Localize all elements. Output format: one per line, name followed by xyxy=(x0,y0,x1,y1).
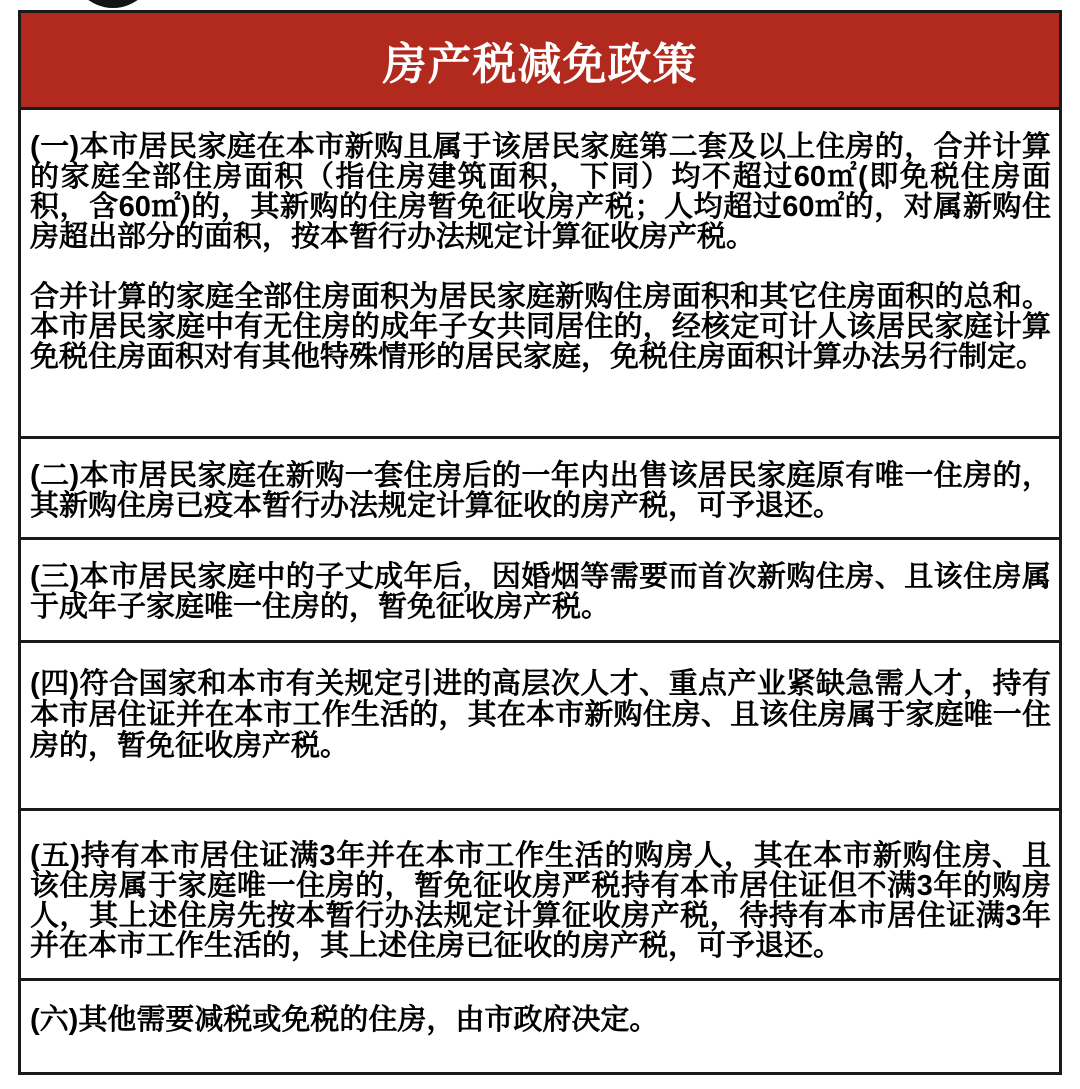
policy-section-6 xyxy=(21,981,1059,1072)
policy-paragraph: (二)本市居民家庭在新购一套住房后的一年内出售该居民家庭原有唯一住房的，其新购住房已疫本暂行办法规定计算征收的房产税，可予退还。 xyxy=(30,460,1051,522)
page-title: 房产税减免政策 xyxy=(382,40,698,89)
policy-paragraph: (五)持有本市居住证满3年并在本市工作生活的购房人，其在本市新购住房、且该住房属于家庭唯一住房的，暂免征收房严税持有本市居住证但不满3年的购房人，其上述住房先按本暂行办法规定计算征收房产税，待持有本市居住证满3年并在本市工作生活的，其上述住房已征收的房产税，可予退还。 xyxy=(30,840,1051,962)
policy-section-1 xyxy=(21,110,1059,439)
table-header xyxy=(21,13,1059,110)
policy-section-4 xyxy=(21,643,1059,811)
policy-paragraph: (四)符合国家和本市有关规定引进的高层次人才、重点产业紧缺急需人才，持有本市居住证并在本市工作生活的，其在本市新购住房、且该住房属于家庭唯一住房的，暂免征收房产税。 xyxy=(30,668,1051,762)
policy-table xyxy=(18,10,1062,1075)
policy-section-2 xyxy=(21,439,1059,540)
policy-paragraph: (一)本市居民家庭在本市新购且属于该居民家庭第二套及以上住房的，合并计算的家庭全部住房面积（指住房建筑面积，下同）均不超过60㎡(即免税住房面积，含60㎡)的，其新购的住房暂免征收房产税；人均超过60㎡的，对属新购住房超出部分的面积，按本暂行办法规定计算征收房产税。 xyxy=(30,131,1051,253)
cropped-logo-circle-icon xyxy=(71,0,155,8)
policy-section-5 xyxy=(21,811,1059,981)
policy-paragraph: (六)其他需要减税或免税的住房，由市政府决定。 xyxy=(30,1004,659,1036)
policy-paragraph: (三)本市居民家庭中的子丈成年后，因婚烟等需要而首次新购住房、且该住房属于成年子家庭唯一住房的，暂免征收房产税。 xyxy=(30,561,1051,623)
policy-section-3 xyxy=(21,540,1059,643)
policy-paragraph: 合并计算的家庭全部住房面积为居民家庭新购住房面积和其它住房面积的总和。本市居民家庭中有无住房的成年子女共同居住的，经核定可计人该居民家庭计算免税住房面积对有其他特殊情形的居民家庭，免税住房面积计算办法另行制定。 xyxy=(30,281,1051,373)
